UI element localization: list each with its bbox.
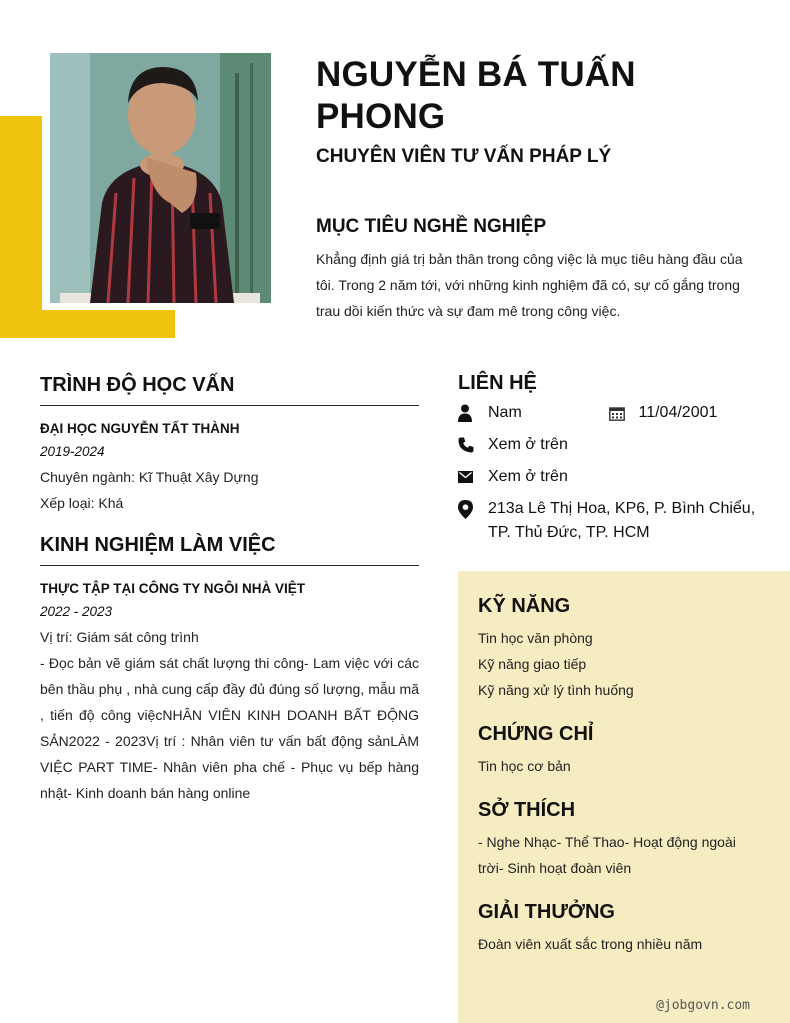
- profile-photo: [50, 53, 271, 303]
- contact-address: 213a Lê Thị Hoa, KP6, P. Bình Chiểu, TP. Thủ Đức, TP. HCM: [488, 500, 756, 541]
- education-major: Chuyên ngành: Kĩ Thuật Xây Dựng: [40, 469, 259, 485]
- contact-phone: Xem ở trên: [488, 436, 568, 453]
- skill-item: Kỹ năng xử lý tình huống: [478, 682, 634, 698]
- skill-item: Kỹ năng giao tiếp: [478, 656, 587, 672]
- education-period: 2019-2024: [40, 444, 105, 459]
- candidate-name: NGUYỄN BÁ TUẤN PHONG: [316, 55, 636, 136]
- awards-section: [478, 899, 770, 957]
- skills-section: [478, 593, 770, 703]
- education-entry: [40, 406, 419, 516]
- experience-position: Vị trí: Giám sát công trình: [40, 629, 199, 645]
- contact-row-gender: [458, 401, 758, 425]
- school-name: ĐẠI HỌC NGUYỄN TẤT THÀNH: [40, 421, 240, 436]
- accent-bar-vertical: [0, 116, 42, 338]
- hobbies-section: [478, 797, 770, 881]
- calendar-icon: [608, 401, 639, 425]
- contact-row-address: [458, 497, 758, 545]
- contact-email: Xem ở trên: [488, 468, 568, 485]
- hobbies-text: - Nghe Nhạc- Thể Thao- Hoạt động ngoài trời- Sinh hoạt đoàn viên: [478, 834, 736, 876]
- contact-birthday: 11/04/2001: [638, 404, 718, 421]
- contact-section: [458, 372, 758, 553]
- certificates-heading: CHỨNG CHỈ: [478, 723, 594, 745]
- awards-text: Đoàn viên xuất sắc trong nhiều năm: [478, 936, 703, 952]
- left-column: [40, 374, 419, 806]
- education-heading: TRÌNH ĐỘ HỌC VẤN: [40, 374, 419, 406]
- contact-heading: LIÊN HỆ: [458, 372, 537, 394]
- certificate-item: Tin học cơ bản: [478, 758, 571, 774]
- person-icon: [458, 401, 488, 425]
- side-panel: [458, 571, 790, 1023]
- education-grade: Xếp loại: Khá: [40, 495, 124, 511]
- experience-description: - Đọc bản vẽ giám sát chất lượng thi công- Lam việc với các bên thầu phụ , nhà cung cấp đầy đủ đúng số lượng, mẫu mã , tiến độ công việcNHÂN VIÊN KINH DOANH BẤT ĐỘNG SẢN2022 - 2023Vị trí : Nhân viên tư vấn bất động sảnLÀM VIỆC PART TIME- Nhân viên pha chế - Phục vụ bếp hàng nhật- Kinh doanh bán hàng online: [40, 655, 419, 801]
- map-pin-icon: [458, 497, 488, 521]
- experience-company: THỰC TẬP TẠI CÔNG TY NGÔI NHÀ VIỆT: [40, 581, 305, 596]
- contact-gender: Nam: [488, 404, 522, 421]
- objective-text: Khẳng định giá trị bản thân trong công việc là mục tiêu hàng đầu của tôi. Trong 2 năm tới, với những kinh nghiệm đã có, sự cố gắng trong trau dồi kiến thức và sự đam mê trong công việc.: [316, 251, 743, 319]
- experience-period: 2022 - 2023: [40, 604, 113, 619]
- awards-heading: GIẢI THƯỞNG: [478, 901, 615, 923]
- phone-icon: [458, 433, 488, 457]
- watermark: @jobgovn.com: [656, 998, 750, 1013]
- objective-heading: MỤC TIÊU NGHỀ NGHIỆP: [316, 216, 547, 237]
- hobbies-heading: SỞ THÍCH: [478, 799, 576, 821]
- experience-heading: KINH NGHIỆM LÀM VIỆC: [40, 534, 419, 566]
- contact-row-phone: [458, 433, 758, 457]
- experience-entry: [40, 566, 419, 806]
- job-title: CHUYÊN VIÊN TƯ VẤN PHÁP LÝ: [316, 146, 612, 167]
- certificates-section: [478, 721, 770, 779]
- skills-heading: KỸ NĂNG: [478, 595, 571, 617]
- envelope-icon: [458, 465, 488, 489]
- contact-row-email: [458, 465, 758, 489]
- accent-bar-horizontal: [0, 310, 175, 338]
- skill-item: Tin học văn phòng: [478, 630, 593, 646]
